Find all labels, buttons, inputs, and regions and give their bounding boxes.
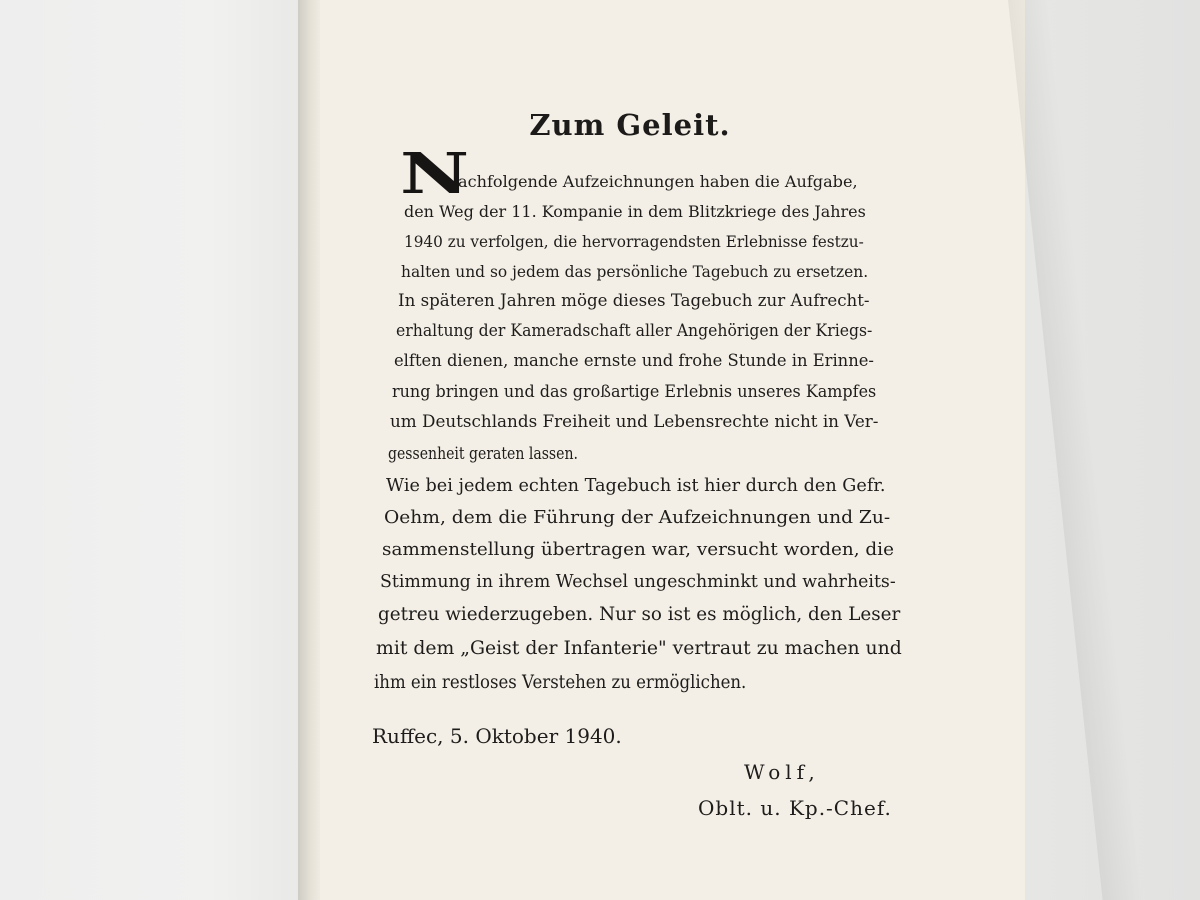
text-line: 1940 zu verfolgen, die hervorragendsten Erlebnisse festzu- bbox=[404, 232, 864, 251]
text-line: Oehm, dem die Führung der Aufzeichnungen und Zu- bbox=[384, 507, 891, 528]
text-line: In späteren Jahren möge dieses Tagebuch zur Aufrecht- bbox=[398, 291, 870, 311]
text-line: um Deutschlands Freiheit und Lebensrechte nicht in Ver- bbox=[390, 412, 879, 432]
text-line: mit dem „Geist der Infanterie" vertraut zu machen und bbox=[376, 637, 902, 659]
text-line: den Weg der 11. Kompanie in dem Blitzkriege des Jahres bbox=[404, 202, 866, 221]
text-line: ihm ein restloses Verstehen zu ermöglichen. bbox=[374, 671, 747, 693]
left-page bbox=[0, 0, 300, 900]
book-gutter bbox=[298, 0, 320, 900]
initial-letter: N bbox=[400, 141, 470, 207]
text-line: sammenstellung übertragen war, versucht worden, die bbox=[382, 539, 894, 560]
text-line: achfolgende Aufzeichnungen haben die Aufgabe, bbox=[458, 172, 858, 191]
text-line: rung bringen und das großartige Erlebnis unseres Kampfes bbox=[392, 382, 877, 402]
text-line: halten und so jedem das persönliche Tagebuch zu ersetzen. bbox=[401, 262, 869, 281]
signature-rank: Oblt. u. Kp.-Chef. bbox=[698, 796, 892, 820]
place-date: Ruffec, 5. Oktober 1940. bbox=[372, 724, 622, 748]
page-title: Zum Geleit. bbox=[529, 108, 731, 142]
text-line: erhaltung der Kameradschaft aller Angehörigen der Kriegs- bbox=[396, 321, 873, 341]
text-line: gessenheit geraten lassen. bbox=[388, 444, 578, 464]
text-line: Wie bei jedem echten Tagebuch ist hier durch den Gefr. bbox=[386, 475, 886, 496]
text-line: getreu wiederzugeben. Nur so ist es möglich, den Leser bbox=[378, 603, 901, 625]
signature-name: Wolf, bbox=[744, 760, 820, 784]
text-line: Stimmung in ihrem Wechsel ungeschminkt und wahrheits- bbox=[380, 571, 896, 592]
text-line: elften dienen, manche ernste und frohe Stunde in Erinne- bbox=[394, 351, 874, 371]
